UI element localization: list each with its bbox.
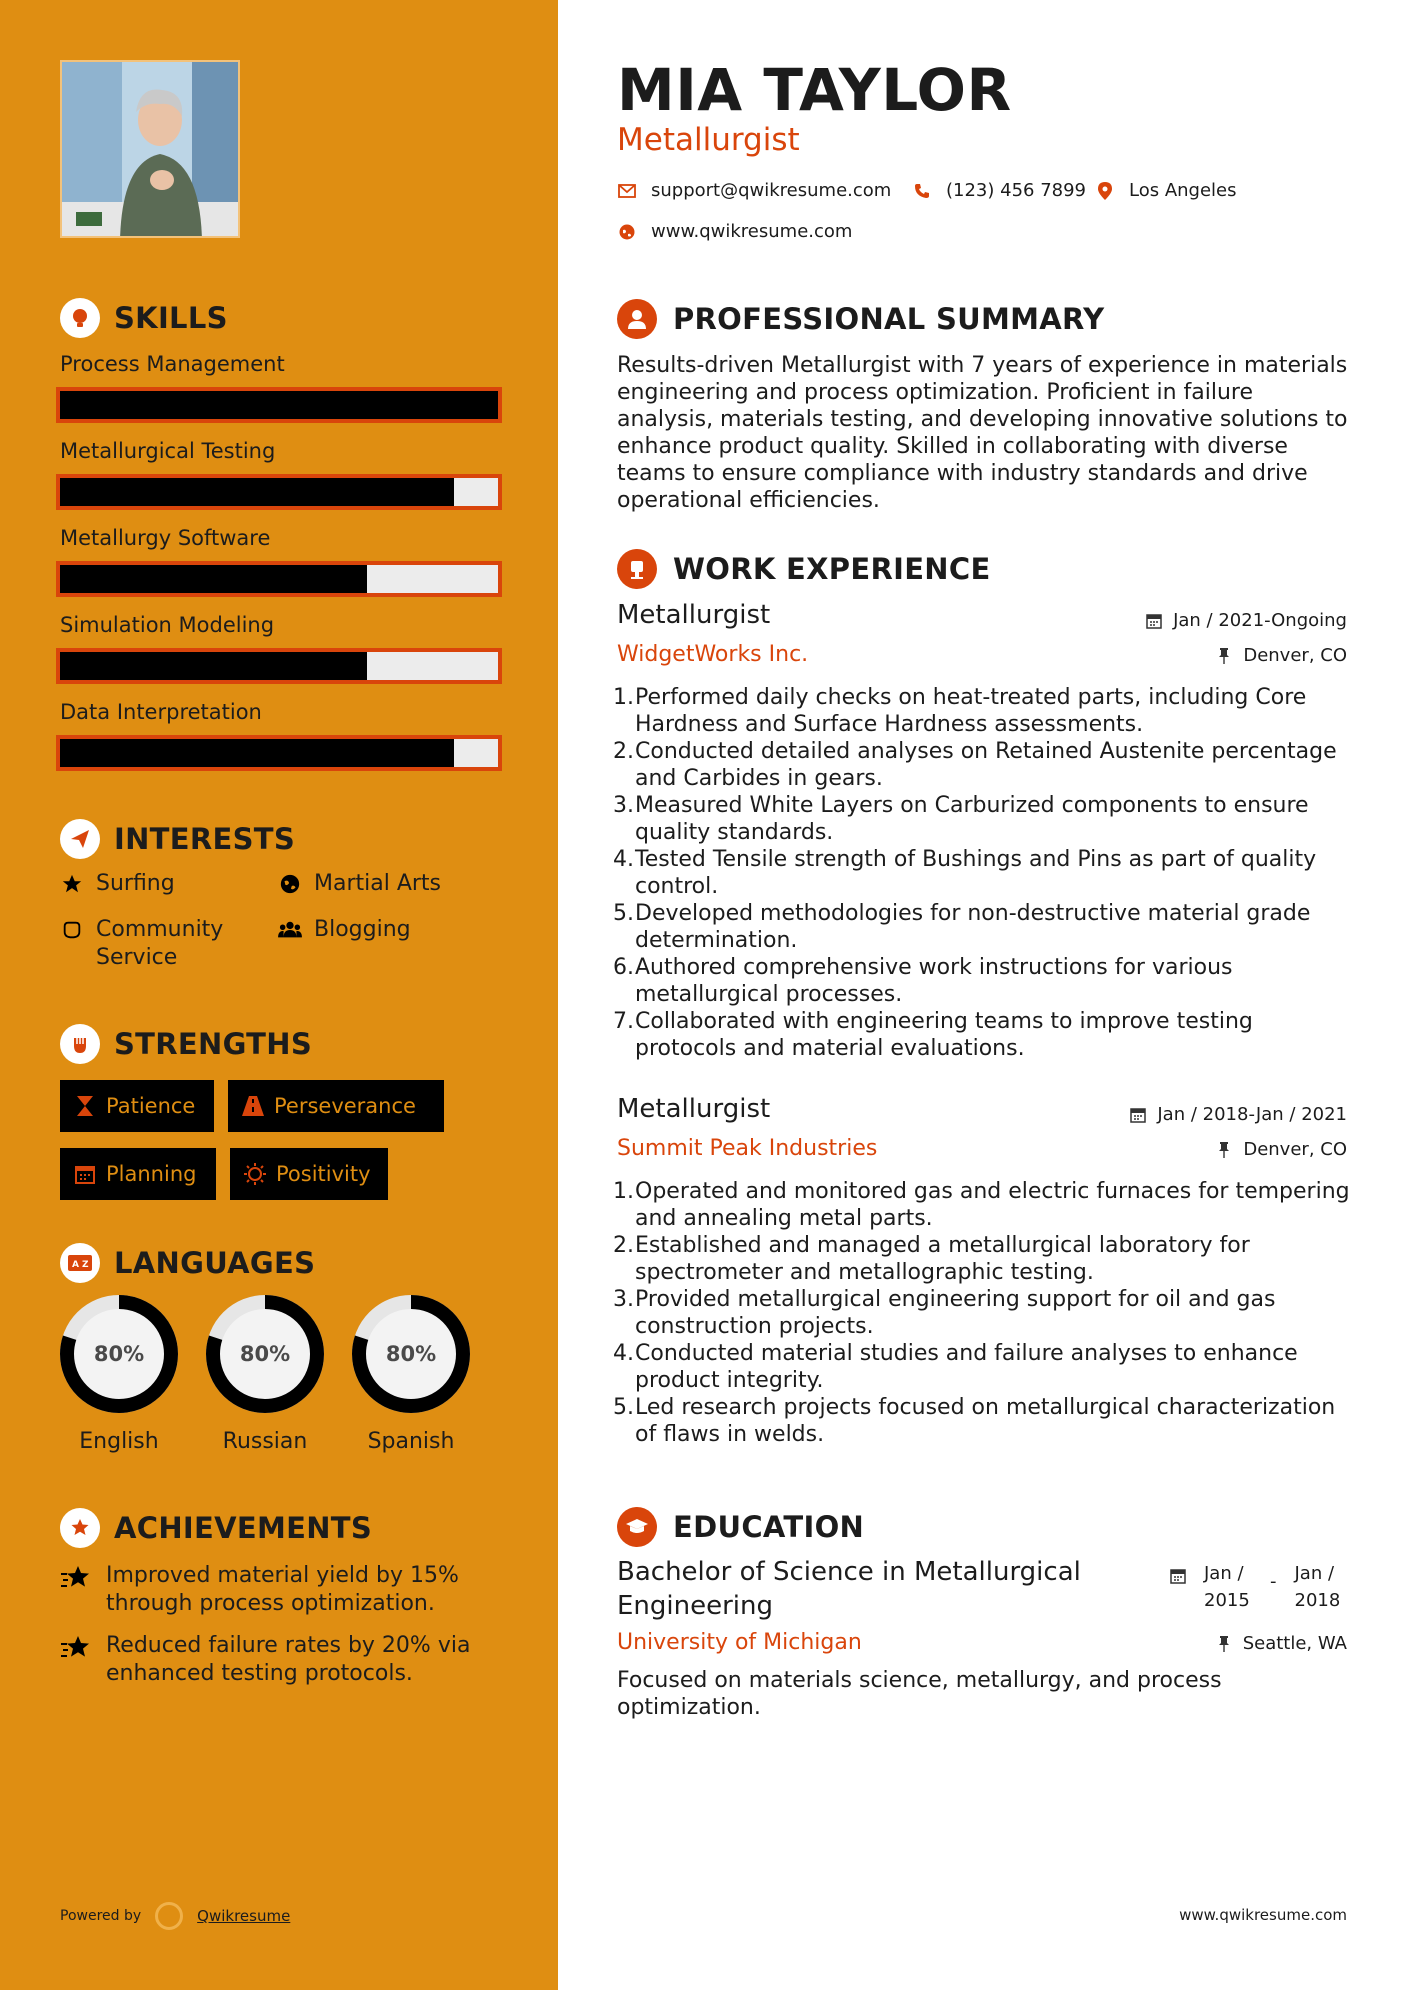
profile-photo — [60, 60, 240, 238]
interest-label: Blogging — [314, 917, 411, 942]
language-name: English — [79, 1429, 159, 1454]
strengths-heading — [60, 1024, 312, 1064]
calendar-icon — [1170, 1565, 1186, 1614]
job-duties-list — [613, 684, 1358, 1062]
education-location — [1215, 1633, 1347, 1654]
pushpin-icon — [1215, 1635, 1233, 1653]
lightbulb-icon — [60, 298, 100, 338]
education-end: Jan / 2018 — [1294, 1563, 1341, 1611]
location-text: Los Angeles — [1129, 180, 1237, 201]
job-dates-text: Jan / 2021-Ongoing — [1173, 610, 1347, 631]
language-name: Spanish — [367, 1429, 455, 1454]
interests-title: INTERESTS — [114, 822, 296, 856]
duty-item: 4. Conducted material studies and failure analyses to enhance product integrity. — [613, 1341, 1298, 1393]
skill-bar-fill — [60, 739, 454, 767]
duty-item: 1. Performed daily checks on heat-treated parts, including Core Hardness and Surface Hardness assessments. — [613, 685, 1307, 737]
school-name: University of Michigan — [617, 1630, 862, 1655]
education-heading — [617, 1507, 864, 1547]
calendar-icon — [1145, 612, 1163, 630]
svg-text:A: A — [72, 1260, 79, 1270]
star-icon — [60, 870, 84, 898]
hourglass-icon — [74, 1094, 96, 1118]
languages-title: LANGUAGES — [114, 1246, 316, 1280]
language-item — [350, 1293, 472, 1454]
education-description: Focused on materials science, metallurgy, and process optimization. — [617, 1668, 1222, 1720]
language-ring — [350, 1293, 472, 1415]
globe-icon — [617, 222, 637, 242]
language-ring — [58, 1293, 180, 1415]
envelope-icon — [617, 181, 637, 201]
summary-text: Results-driven Metallurgist with 7 years of experience in materials engineering and process optimization. Proficient in failure analysis, materials testing, and developing innovative solutions to enhance product quality. Skilled in collaborating with diverse teams to ensure compliance with industry standards and drive operational efficiencies. — [617, 353, 1348, 513]
company-name: WidgetWorks Inc. — [617, 642, 809, 667]
strength-tag — [60, 1148, 216, 1200]
company-name: Summit Peak Industries — [617, 1136, 878, 1161]
calendar-icon — [74, 1162, 96, 1186]
duty-item: 3. Provided metallurgical engineering support for oil and gas construction projects. — [613, 1287, 1276, 1339]
globe-icon — [278, 870, 302, 898]
strength-label: Patience — [106, 1094, 196, 1118]
duty-item: 5. Led research projects focused on metallurgical characterization of flaws in welds. — [613, 1395, 1336, 1447]
interests-heading — [60, 819, 295, 859]
language-icon — [60, 1243, 100, 1283]
job-location-text: Denver, CO — [1243, 645, 1347, 666]
phone-text: (123) 456 7899 — [946, 180, 1087, 201]
interest-item — [60, 870, 175, 898]
users-icon — [278, 916, 302, 944]
skill-bar-fill — [60, 391, 498, 419]
skill-bar — [56, 735, 502, 771]
powered-by — [60, 1902, 290, 1930]
sun-icon — [244, 1162, 266, 1186]
contact-phone[interactable] — [912, 180, 1086, 201]
skill-name: Process Management — [60, 352, 285, 376]
experience-heading — [617, 549, 991, 589]
skill-name: Metallurgy Software — [60, 526, 271, 550]
duty-item: 5. Developed methodologies for non-destructive material grade determination. — [613, 901, 1311, 953]
medal-icon — [60, 1564, 92, 1596]
job-duties-list — [613, 1178, 1358, 1448]
interest-item — [278, 916, 411, 944]
language-percent: 80% — [385, 1342, 437, 1366]
strength-label: Positivity — [276, 1162, 371, 1186]
achievements-title: ACHIEVEMENTS — [114, 1511, 373, 1545]
pushpin-icon — [1215, 1141, 1233, 1159]
qwikresume-logo-icon — [155, 1902, 183, 1930]
briefcase-icon — [617, 549, 657, 589]
degree-title: Bachelor of Science in Metallurgical Engineering — [617, 1557, 1081, 1621]
website-text: www.qwikresume.com — [651, 221, 853, 242]
interest-item — [278, 870, 441, 898]
summary-title: PROFESSIONAL SUMMARY — [673, 302, 1105, 336]
job-dates — [1129, 1104, 1347, 1125]
sidebar — [0, 0, 558, 1990]
job-location — [1215, 645, 1347, 666]
hand-icon — [60, 916, 84, 944]
medal-icon — [60, 1634, 92, 1666]
contact-website[interactable] — [617, 221, 852, 242]
email-text: support@qwikresume.com — [651, 180, 892, 201]
candidate-name: MIA TAYLOR — [617, 56, 1012, 124]
strength-tag — [230, 1148, 388, 1200]
duty-item: 3. Measured White Layers on Carburized components to ensure quality standards. — [613, 793, 1309, 845]
skill-bar — [56, 648, 502, 684]
strength-tag — [228, 1080, 444, 1132]
duty-item: 6. Authored comprehensive work instructions for various metallurgical processes. — [613, 955, 1233, 1007]
pushpin-icon — [1215, 647, 1233, 665]
achievement-item — [60, 1562, 490, 1618]
achievement-text: Improved material yield by 15% through process optimization. — [106, 1563, 459, 1616]
phone-icon — [912, 181, 932, 201]
qwikresume-link[interactable]: Qwikresume — [197, 1907, 291, 1925]
strength-label: Planning — [106, 1162, 197, 1186]
strength-label: Perseverance — [274, 1094, 416, 1118]
job-dates-text: Jan / 2018-Jan / 2021 — [1157, 1104, 1347, 1125]
interest-label: Surfing — [96, 871, 175, 896]
calendar-icon — [1129, 1106, 1147, 1124]
job-location-text: Denver, CO — [1243, 1139, 1347, 1160]
skill-bar — [56, 561, 502, 597]
skill-bar — [56, 387, 502, 423]
interest-label: Community Service — [96, 917, 224, 970]
job-title: Metallurgist — [617, 600, 771, 630]
education-start: Jan / 2015 — [1204, 1563, 1250, 1611]
education-date-separator: - — [1270, 1571, 1277, 1592]
footer-url[interactable]: www.qwikresume.com — [1179, 1906, 1347, 1924]
summary-heading — [617, 299, 1104, 339]
skill-bar — [56, 474, 502, 510]
language-item — [58, 1293, 180, 1454]
fist-icon — [60, 1024, 100, 1064]
skill-bar-fill — [60, 652, 367, 680]
trophy-icon — [60, 1508, 100, 1548]
language-name: Russian — [222, 1429, 308, 1454]
contact-location — [1095, 180, 1237, 201]
experience-title: WORK EXPERIENCE — [673, 552, 991, 586]
duty-item: 4. Tested Tensile strength of Bushings and Pins as part of quality control. — [613, 847, 1317, 899]
svg-text:Z: Z — [82, 1260, 89, 1270]
achievements-heading — [60, 1508, 372, 1548]
interest-label: Martial Arts — [314, 871, 442, 896]
duty-item: 1. Operated and monitored gas and electric furnaces for tempering and annealing metal parts. — [613, 1179, 1350, 1231]
road-icon — [242, 1094, 264, 1118]
candidate-role: Metallurgist — [617, 122, 800, 158]
user-icon — [617, 299, 657, 339]
strengths-title: STRENGTHS — [114, 1027, 313, 1061]
map-pin-icon — [1095, 181, 1115, 201]
education-location-text: Seattle, WA — [1242, 1633, 1347, 1654]
duty-item: 2. Conducted detailed analyses on Retained Austenite percentage and Carbides in gears. — [613, 739, 1337, 791]
skill-name: Simulation Modeling — [60, 613, 275, 637]
contact-email[interactable] — [617, 180, 891, 201]
language-ring — [204, 1293, 326, 1415]
job-dates — [1145, 610, 1347, 631]
duty-item: 7. Collaborated with engineering teams to improve testing protocols and material evaluations. — [613, 1009, 1253, 1061]
powered-by-label: Powered by — [60, 1908, 142, 1924]
paper-plane-icon — [60, 819, 100, 859]
education-dates — [1170, 1560, 1343, 1614]
achievement-item — [60, 1632, 490, 1688]
skill-name: Metallurgical Testing — [60, 439, 276, 463]
graduation-cap-icon — [617, 1507, 657, 1547]
education-title: EDUCATION — [673, 1510, 865, 1544]
skill-bar-fill — [60, 478, 454, 506]
achievement-text: Reduced failure rates by 20% via enhanced testing protocols. — [106, 1633, 471, 1686]
skill-name: Data Interpretation — [60, 700, 262, 724]
language-percent: 80% — [239, 1342, 291, 1366]
language-percent: 80% — [93, 1342, 145, 1366]
job-title: Metallurgist — [617, 1094, 771, 1124]
duty-item: 2. Established and managed a metallurgical laboratory for spectrometer and metallographic testing. — [613, 1233, 1250, 1285]
skill-bar-fill — [60, 565, 367, 593]
strength-tag — [60, 1080, 214, 1132]
language-item — [204, 1293, 326, 1454]
interest-item — [60, 916, 270, 972]
languages-heading — [60, 1243, 315, 1283]
skills-heading — [60, 298, 228, 338]
job-location — [1215, 1139, 1347, 1160]
skills-title: SKILLS — [114, 301, 228, 335]
